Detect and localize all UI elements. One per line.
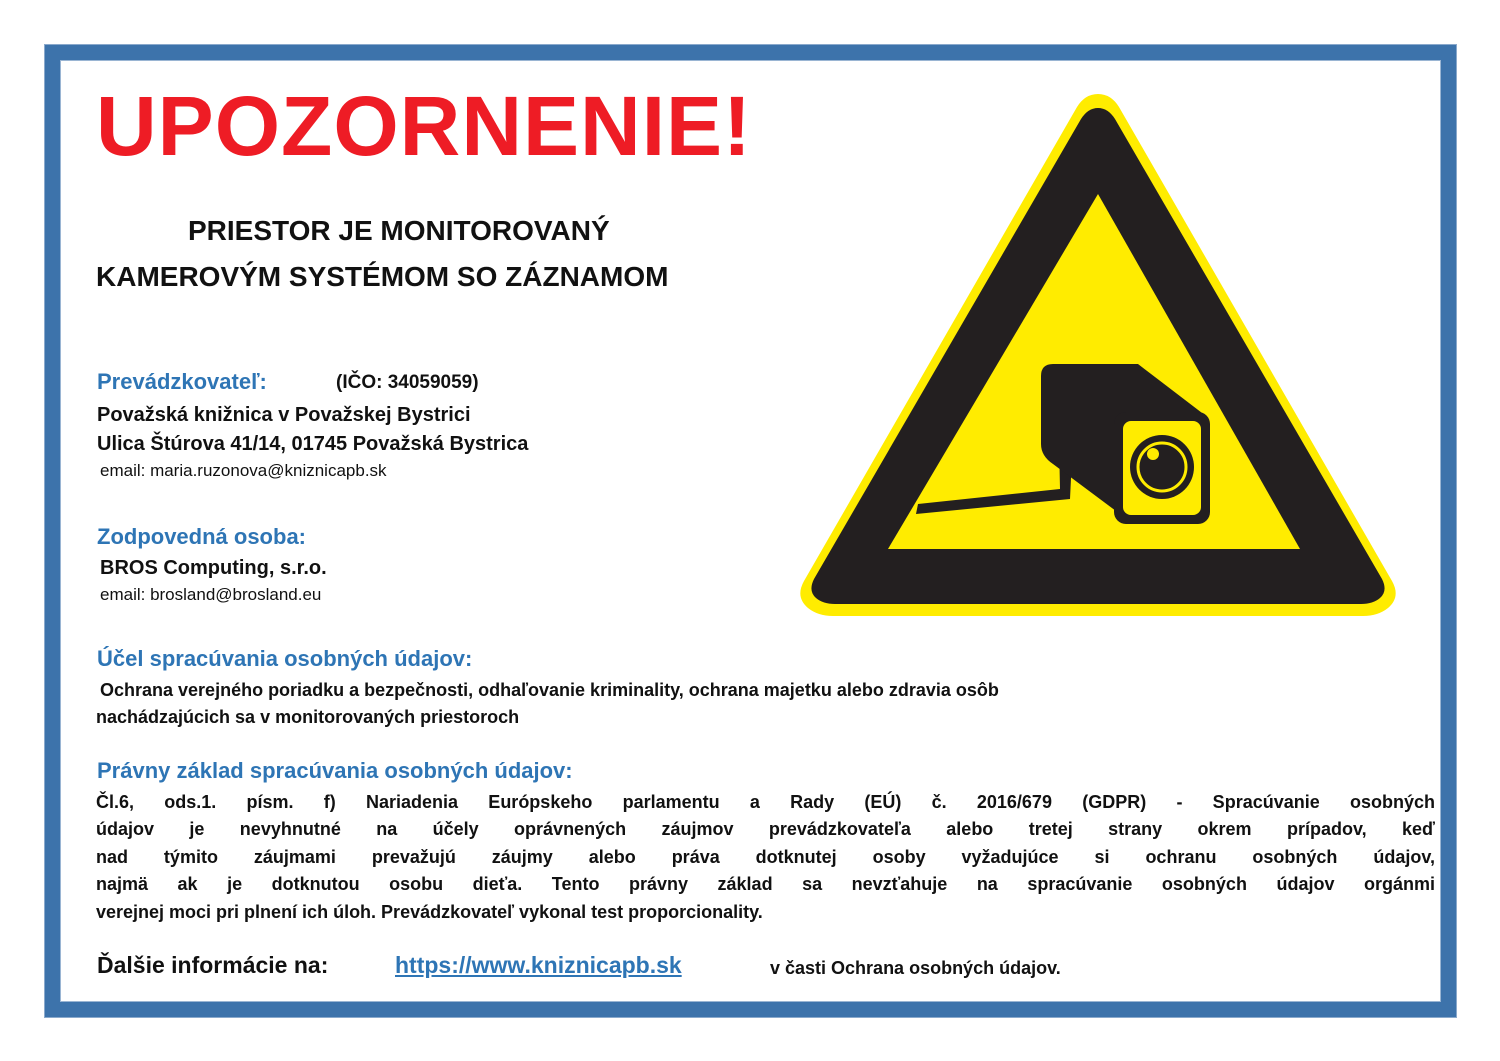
- legal-line-4: najmä ak je dotknutou osobu dieťa. Tento právny základ sa nevzťahuje na spracúvanie osobných údajov orgánmi: [96, 874, 1435, 894]
- legal-line-3: nad týmito záujmami prevažujú záujmy alebo práva dotknutej osoby vyžadujúce si ochranu osobných údajov,: [96, 847, 1435, 867]
- headline: UPOZORNENIE!: [96, 79, 753, 173]
- legal-line-2: údajov je nevyhnutné na účely oprávnených záujmov prevádzkovateľa alebo tretej strany okrem prípadov, keď: [96, 819, 1435, 839]
- subtitle-line-2: KAMEROVÝM SYSTÉMOM SO ZÁZNAMOM: [96, 261, 669, 292]
- responsible-email: email: brosland@brosland.eu: [100, 585, 322, 604]
- responsible-name: BROS Computing, s.r.o.: [100, 557, 327, 579]
- legal-title: Právny základ spracúvania osobných údajov:: [97, 758, 573, 783]
- responsible-title: Zodpovedná osoba:: [97, 524, 306, 549]
- operator-ico: (IČO: 34059059): [336, 372, 479, 393]
- purpose-line-1: Ochrana verejného poriadku a bezpečnosti, odhaľovanie kriminality, ochrana majetku alebo zdravia osôb: [100, 680, 999, 700]
- operator-title: Prevádzkovateľ:: [97, 369, 267, 394]
- purpose-line-2: nachádzajúcich sa v monitorovaných priestoroch: [96, 707, 520, 727]
- footer-tail: v časti Ochrana osobných údajov.: [770, 958, 1061, 978]
- footer-label: Ďalšie informácie na:: [97, 952, 329, 978]
- operator-name: Považská knižnica v Považskej Bystrici: [97, 404, 471, 426]
- cctv-warning-icon: [798, 94, 1398, 620]
- legal-line-5: verejnej moci pri plnení ich úloh. Prevádzkovateľ vykonal test proporcionality.: [96, 902, 763, 922]
- subtitle-line-1: PRIESTOR JE MONITOROVANÝ: [188, 215, 610, 246]
- legal-line-1: Čl.6, ods.1. písm. f) Nariadenia Európskeho parlamentu a Rady (EÚ) č. 2016/679 (GDPR) - Spracúvanie osobných: [96, 792, 1435, 812]
- operator-address: Ulica Štúrova 41/14, 01745 Považská Bystrica: [97, 433, 529, 455]
- operator-email: email: maria.ruzonova@kniznicapb.sk: [100, 461, 387, 480]
- purpose-title: Účel spracúvania osobných údajov:: [97, 646, 473, 671]
- website-link[interactable]: https://www.kniznicapb.sk: [395, 952, 682, 978]
